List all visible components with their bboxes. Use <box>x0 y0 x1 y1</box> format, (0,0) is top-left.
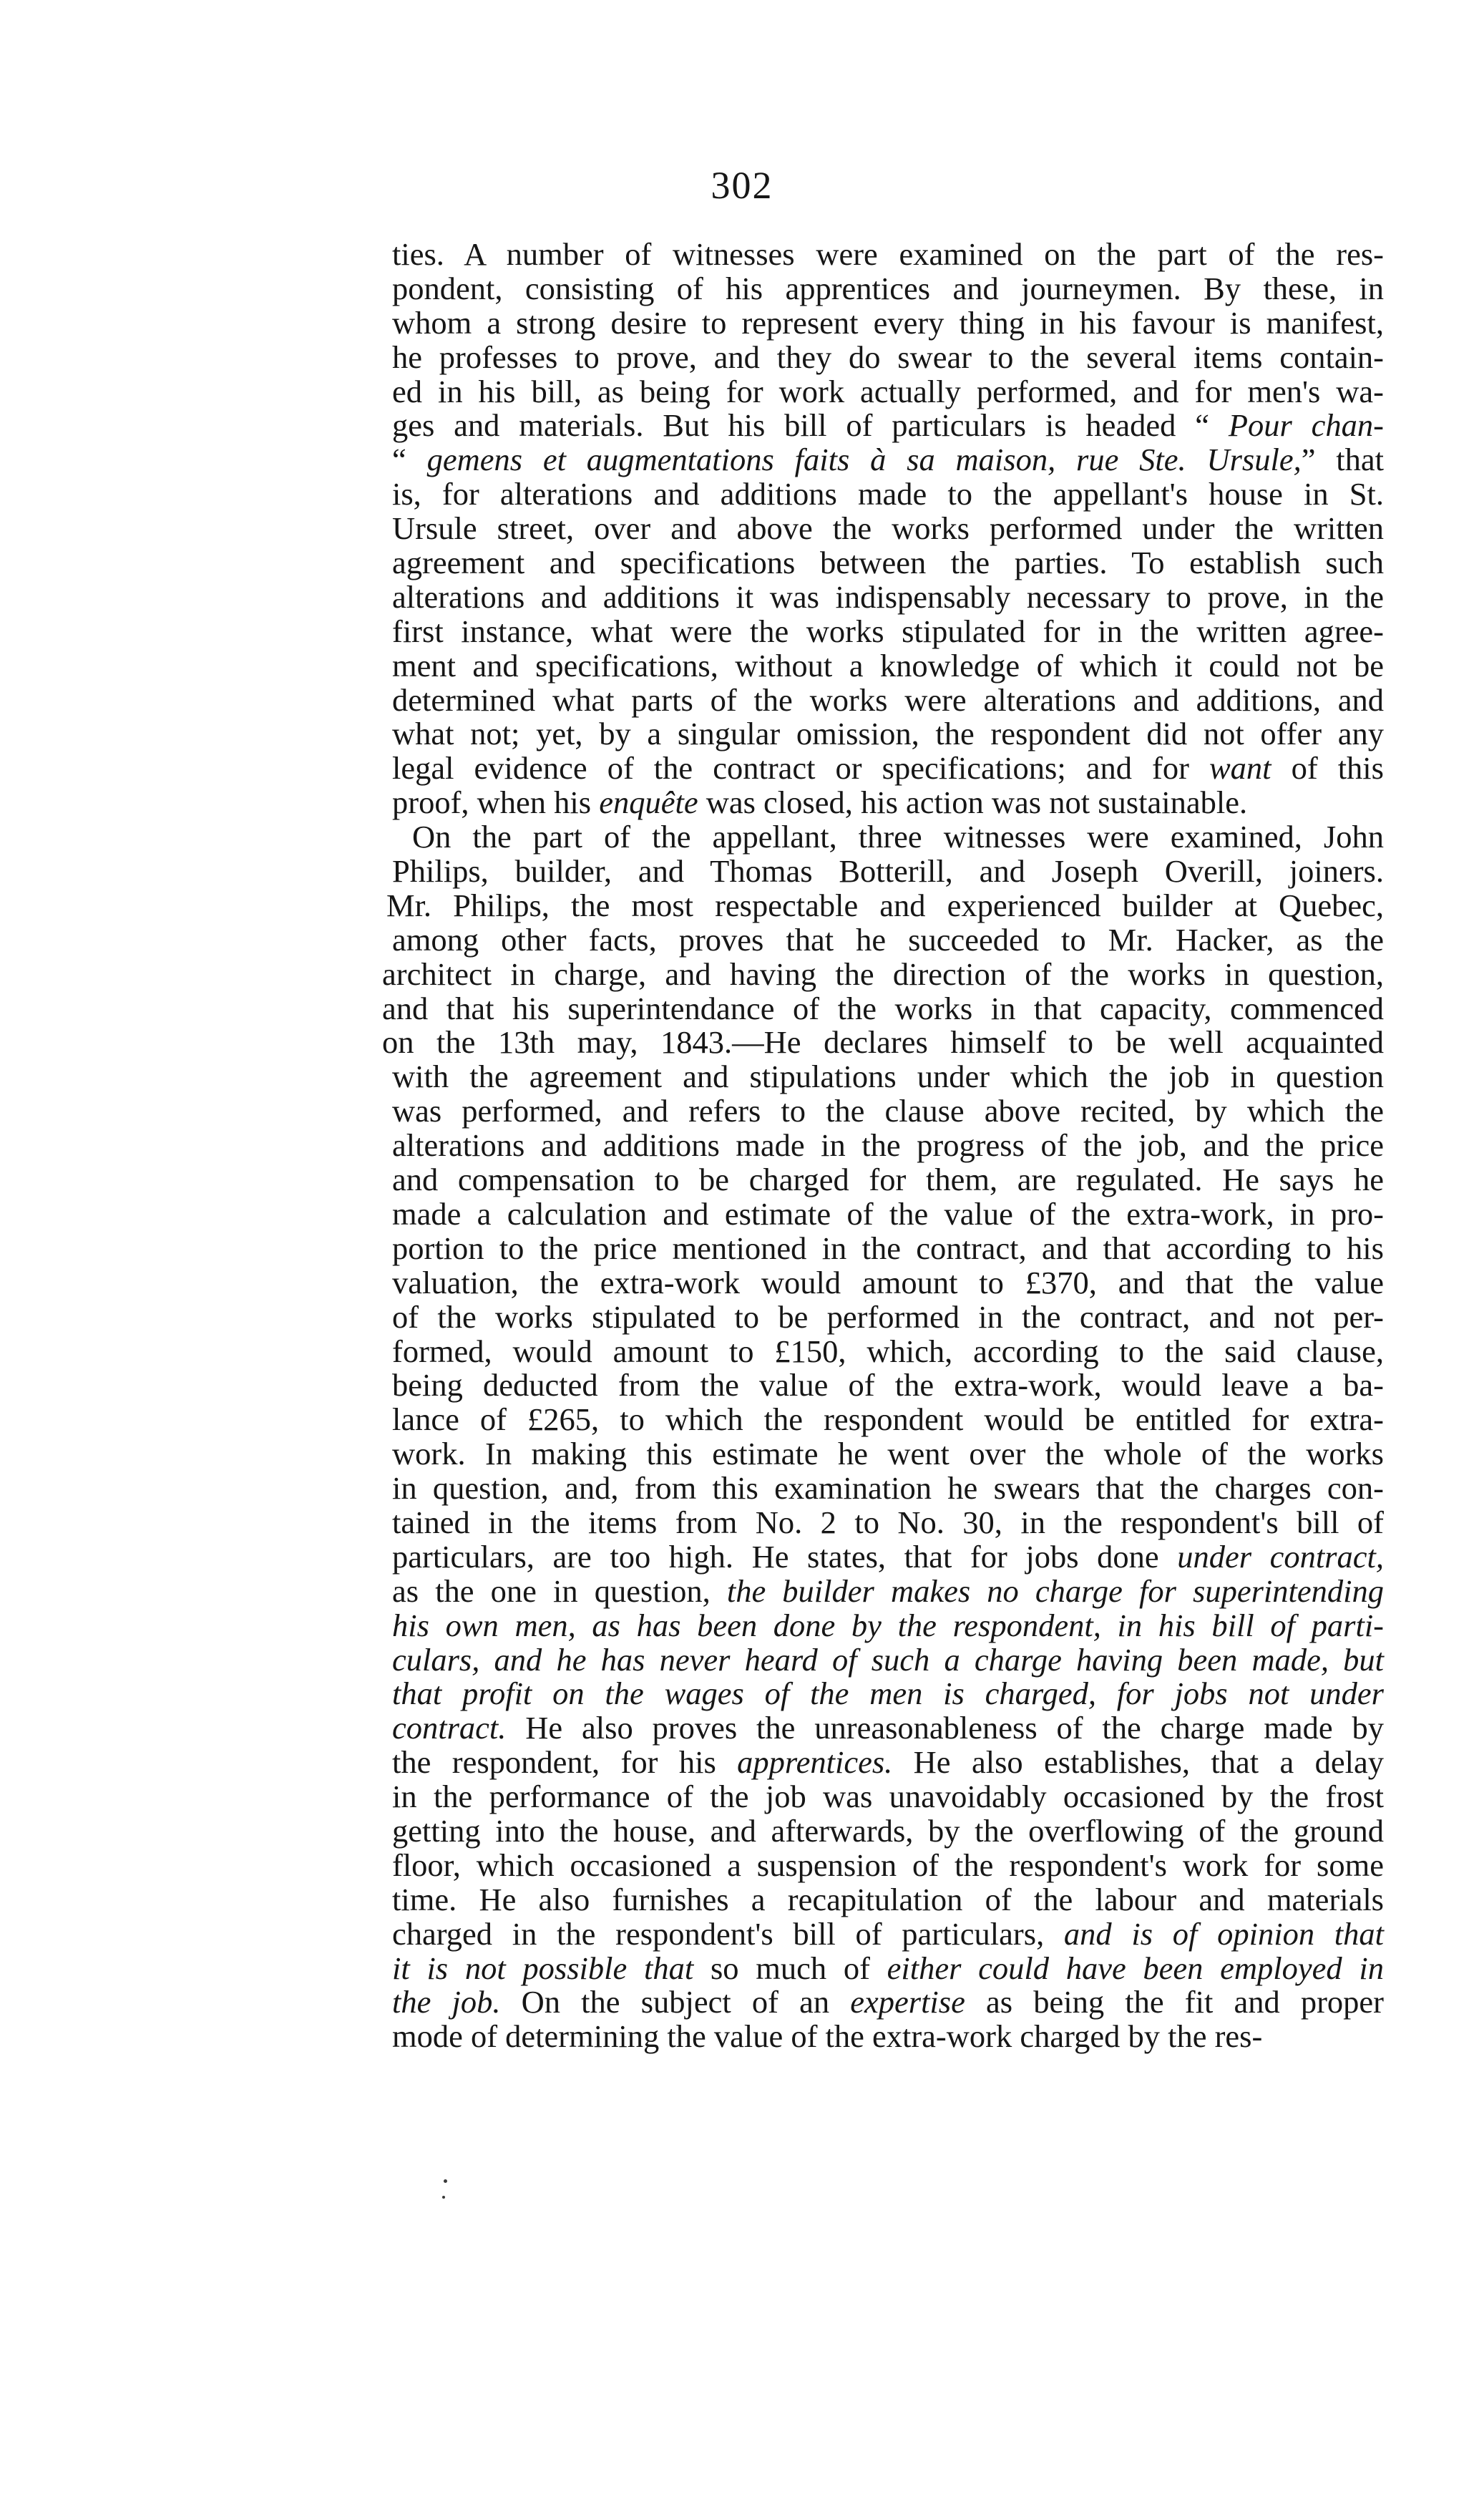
text-line <box>392 546 1384 580</box>
italic-text: want <box>1209 750 1271 787</box>
text-run: Philips, builder, and Thomas Botterill, and Joseph Overill, joiners. <box>392 853 1384 890</box>
text-run: ties. A number of witnesses were examined on the part of the res- <box>392 236 1384 272</box>
text-run: determined what parts of the works were alterations and additions, and <box>392 681 1384 718</box>
text-run: proof, when his <box>392 784 600 821</box>
text-run: was performed, and refers to the clause above recited, by which the <box>392 1093 1384 1129</box>
italic-text: it is not possible that <box>392 1950 694 1986</box>
text-run: being deducted from the value of the extra-work, would leave a ba- <box>392 1367 1384 1403</box>
text-line <box>392 1677 1384 1711</box>
text-run: He also establishes, that a delay <box>892 1744 1385 1781</box>
text-run: mode of determining the value of the extra-work charged by the res- <box>392 2018 1263 2055</box>
text-line <box>392 1506 1384 1540</box>
text-line <box>392 341 1384 375</box>
text-run: with the agreement and stipulations under which the job in question <box>392 1059 1384 1095</box>
text-run: and compensation to be charged for them, are regulated. He says he <box>392 1162 1384 1198</box>
text-line <box>392 1814 1384 1849</box>
text-line <box>392 1368 1384 1403</box>
text-line <box>392 923 1384 958</box>
text-line <box>392 751 1384 786</box>
text-run: was closed, his action was not sustainable. <box>698 784 1248 821</box>
text-line <box>392 1300 1384 1335</box>
text-run: pondent, consisting of his apprentices and journeymen. By these, in <box>392 270 1384 306</box>
text-line <box>392 1403 1384 1437</box>
text-run: among other facts, proves that he succeeded to Mr. Hacker, as the <box>392 921 1384 958</box>
text-run: On the subject of an <box>500 1984 851 2020</box>
ink-speck <box>444 2179 447 2183</box>
text-line <box>392 820 1384 855</box>
text-line <box>392 1985 1384 2020</box>
text-line <box>392 409 1384 443</box>
italic-text: the job. <box>392 1984 501 2020</box>
text-run: work. In making this estimate he went over the whole of the works <box>392 1436 1384 1472</box>
italic-text: under contract, <box>1177 1538 1384 1575</box>
text-line <box>392 443 1384 477</box>
page-number: 302 <box>711 164 773 207</box>
italic-text: that profit on the wages of the men is charged, for jobs not under <box>392 1675 1384 1712</box>
text-line <box>392 477 1384 512</box>
text-line <box>392 1572 1384 1609</box>
italic-text: contract. <box>392 1710 507 1746</box>
text-line <box>392 1266 1384 1300</box>
text-run: on the 13th may, 1843.—He declares himself to be well acquainted <box>382 1024 1384 1061</box>
text-line <box>382 1026 1384 1060</box>
text-run: so much of <box>693 1950 887 1986</box>
text-run: of this <box>1271 750 1384 787</box>
text-run: lance of £265, to which the respondent would be entitled for extra- <box>392 1401 1384 1438</box>
text-line <box>392 1163 1384 1197</box>
text-run: architect in charge, and having the direction of the works in question, <box>382 955 1384 992</box>
text-run: He also proves the unreasonableness of the charge made by <box>506 1710 1384 1746</box>
text-run: floor, which occasioned a suspension of the respondent's work for some <box>392 1847 1384 1883</box>
text-run: charged in the respondent's bill of particulars, <box>392 1915 1064 1952</box>
text-line <box>392 1746 1384 1780</box>
text-run: “ <box>392 442 427 478</box>
text-line <box>392 1780 1384 1814</box>
text-run: and that his superintendance of the works in that capacity, commenced <box>382 990 1384 1026</box>
text-run: agreement and specifications between the parties. To establish such <box>392 545 1384 581</box>
text-line <box>392 2020 1384 2054</box>
text-run: in question, and, from this examination he swears that the charges con- <box>392 1470 1384 1507</box>
text-line <box>392 855 1384 889</box>
text-line <box>392 1129 1384 1163</box>
text-line <box>392 1437 1384 1471</box>
text-line <box>392 1335 1384 1369</box>
text-line <box>386 889 1384 923</box>
text-run: what not; yet, by a singular omission, the respondent did not offer any <box>392 716 1384 752</box>
text-line <box>392 375 1384 409</box>
italic-text: apprentices. <box>737 1744 893 1781</box>
text-line <box>382 992 1384 1026</box>
text-line <box>392 1094 1384 1129</box>
text-run: is, for alterations and additions made to the appellant's house in St. <box>392 476 1384 512</box>
text-line <box>392 683 1384 718</box>
text-run: as the one in question, <box>392 1572 727 1609</box>
text-line <box>392 238 1384 272</box>
text-line <box>392 1471 1384 1506</box>
text-line <box>392 1609 1384 1643</box>
text-line <box>392 615 1384 649</box>
text-line <box>392 1883 1384 1917</box>
text-run: the respondent, for his <box>392 1744 738 1781</box>
text-run: tained in the items from No. 2 to No. 30, in the respondent's bill of <box>392 1504 1384 1540</box>
body-text <box>382 236 1385 2055</box>
text-run: Ursule street, over and above the works performed under the written <box>392 510 1384 547</box>
italic-text: gemens et augmentations faits à sa maison, rue Ste. Ursule, <box>426 442 1302 478</box>
text-line <box>392 512 1384 546</box>
text-run: made a calculation and estimate of the value of the extra-work, in pro- <box>392 1195 1384 1232</box>
italic-text: Pour chan- <box>1228 407 1384 444</box>
text-run: time. He also furnishes a recapitulation of the labour and materials <box>392 1881 1384 1917</box>
text-line <box>392 1917 1384 1952</box>
ink-speck <box>442 2196 445 2199</box>
text-line <box>392 1952 1384 1986</box>
text-line <box>392 649 1384 683</box>
text-run: alterations and additions it was indispensably necessary to prove, in the <box>392 578 1384 615</box>
italic-text: expertise <box>850 1984 965 2020</box>
text-run: ” that <box>1301 442 1384 478</box>
text-run: On the part of the appellant, three witnesses were examined, John <box>412 819 1384 855</box>
text-line <box>392 306 1384 341</box>
text-line <box>392 786 1384 820</box>
text-run: portion to the price mentioned in the contract, and that according to his <box>392 1230 1384 1266</box>
text-run: ges and materials. But his bill of particulars is headed “ <box>392 407 1229 444</box>
text-run: Mr. Philips, the most respectable and experienced builder at Quebec, <box>386 887 1384 923</box>
italic-text: enquête <box>599 784 698 821</box>
text-line <box>392 1643 1384 1678</box>
text-line <box>392 1849 1384 1883</box>
text-line <box>392 1711 1384 1746</box>
text-run: in the performance of the job was unavoidably occasioned by the frost <box>392 1779 1384 1815</box>
italic-text: either could have been employed in <box>887 1950 1384 1986</box>
text-run: legal evidence of the contract or specifications; and for <box>392 750 1209 787</box>
italic-text: the builder makes no charge for superintending <box>726 1572 1384 1609</box>
text-run: formed, would amount to £150, which, according to the said clause, <box>392 1333 1384 1369</box>
italic-text: culars, and he has never heard of such a charge having been made, but <box>392 1641 1384 1678</box>
text-line <box>392 272 1384 306</box>
text-run: ment and specifications, without a knowledge of which it could not be <box>392 647 1384 683</box>
text-line <box>392 580 1384 615</box>
italic-text: and is of opinion that <box>1063 1915 1385 1952</box>
text-run: getting into the house, and afterwards, by the overflowing of the ground <box>392 1812 1384 1849</box>
text-run: ed in his bill, as being for work actually performed, and for men's wa- <box>392 373 1384 409</box>
text-line <box>392 1197 1384 1232</box>
text-run: alterations and additions made in the progress of the job, and the price <box>392 1127 1384 1164</box>
text-line <box>392 1232 1384 1266</box>
text-line <box>392 717 1384 751</box>
text-line <box>392 1060 1384 1094</box>
text-run: whom a strong desire to represent every thing in his favour is manifest, <box>392 304 1384 341</box>
text-line <box>392 1540 1384 1575</box>
text-run: as being the fit and proper <box>965 1984 1384 2020</box>
text-run: first instance, what were the works stipulated for in the written agree- <box>392 613 1384 649</box>
text-run: particulars, are too high. He states, that for jobs done <box>392 1538 1178 1575</box>
text-run: he professes to prove, and they do swear to the several items contain- <box>392 339 1384 375</box>
text-run: valuation, the extra-work would amount to £370, and that the value <box>392 1264 1384 1300</box>
italic-text: his own men, as has been done by the respondent, in his bill of parti- <box>392 1607 1384 1643</box>
text-run: of the works stipulated to be performed in the contract, and not per- <box>392 1298 1384 1335</box>
text-line <box>382 955 1384 992</box>
